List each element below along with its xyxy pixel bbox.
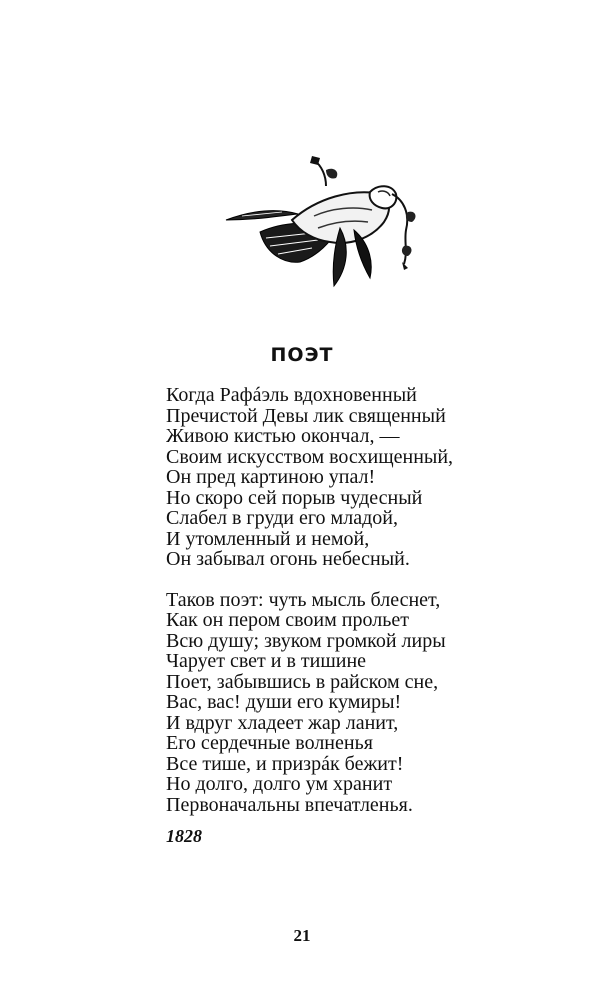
page-number: 21 xyxy=(293,926,311,945)
poem-line: Вас, вас! души его кумиры! xyxy=(166,691,402,713)
poem-stanza-1 xyxy=(166,385,586,570)
poem-line: Пречистой Девы лик священный xyxy=(166,404,446,427)
poem-line: И утомленный и немой, xyxy=(166,527,370,550)
poem-line: Все тише, и призрáк бежит! xyxy=(166,752,404,775)
poem-line: Всю душу; звуком громкой лиры xyxy=(166,629,446,652)
poem-line: Своим искусством восхищенный, xyxy=(166,445,454,468)
poem-line: И вдруг хладеет жар ланит, xyxy=(166,711,399,734)
poem-title: ПОЭТ xyxy=(270,344,334,366)
poem-line: Чарует свет и в тишине xyxy=(166,650,367,672)
poem-line: Слабел в груди его младой, xyxy=(166,507,398,529)
poem-line: Его сердечные волненья xyxy=(166,732,373,754)
poem-line: Живою кистью окончал, — xyxy=(166,425,400,447)
poem-stanza-2 xyxy=(166,590,586,816)
poem-line: Он забывал огонь небесный. xyxy=(166,548,410,570)
poem-date: 1828 xyxy=(166,826,202,846)
winged-muse-vignette-icon xyxy=(222,150,422,290)
poem-body xyxy=(166,385,586,835)
poem-line: Поет, забывшись в райском сне, xyxy=(166,670,439,693)
poem-line: Но скоро сей порыв чудесный xyxy=(166,486,423,509)
poem-line: Но долго, долго ум хранит xyxy=(166,773,393,795)
poem-line: Когда Рафáэль вдохновенный xyxy=(166,384,417,406)
poem-line: Таков поэт: чуть мысль блеснет, xyxy=(166,588,441,611)
poem-line: Как он пером своим прольет xyxy=(166,609,409,631)
poem-line: Он пред картиною упал! xyxy=(166,466,376,488)
poem-line: Первоначальны впечатленья. xyxy=(166,793,413,816)
